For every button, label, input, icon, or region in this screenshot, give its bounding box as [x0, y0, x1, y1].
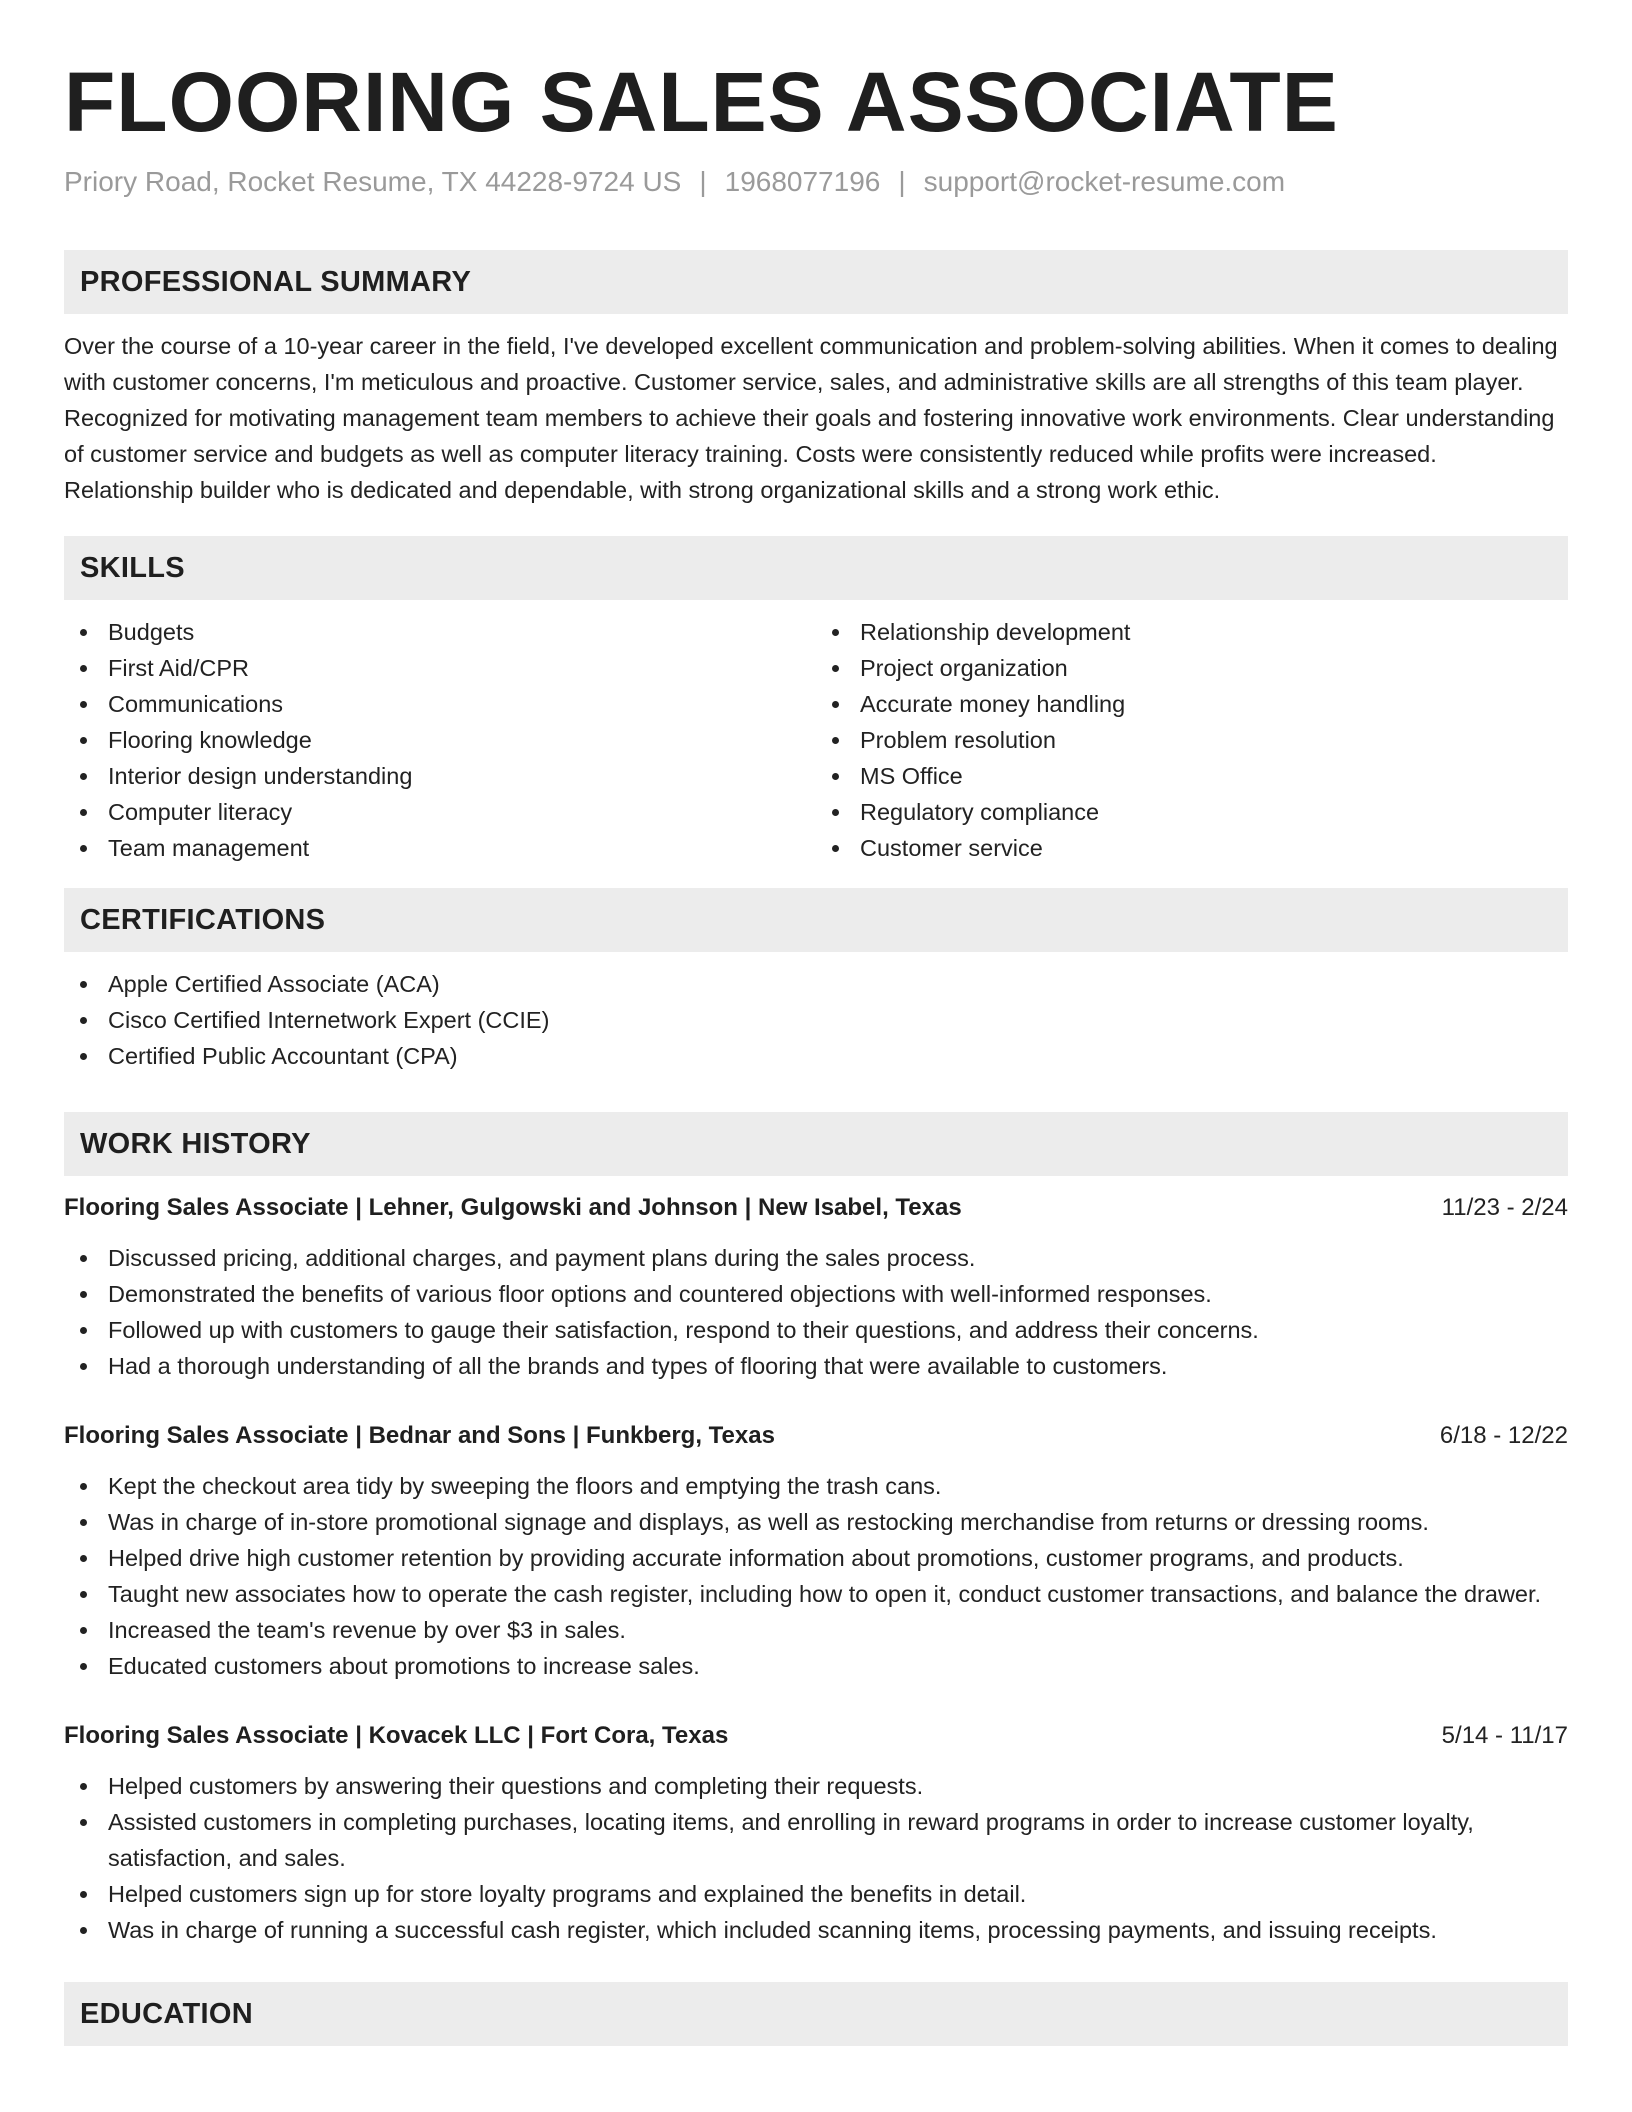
job-bullet: Helped customers sign up for store loyalty programs and explained the benefits in detail. [64, 1876, 1568, 1912]
certification-item: Apple Certified Associate (ACA) [64, 966, 1568, 1002]
skill-item: First Aid/CPR [64, 650, 816, 686]
skill-item: Relationship development [816, 614, 1568, 650]
skill-item: Communications [64, 686, 816, 722]
skill-item: Computer literacy [64, 794, 816, 830]
job-bullet: Had a thorough understanding of all the brands and types of flooring that were available to customers. [64, 1348, 1568, 1384]
job-bullet: Was in charge of in-store promotional signage and displays, as well as restocking merchandise from returns or dressing rooms. [64, 1504, 1568, 1540]
contact-separator: | [898, 166, 906, 198]
job-bullet: Was in charge of running a successful cash register, which included scanning items, processing payments, and issuing receipts. [64, 1912, 1568, 1948]
skill-item: Problem resolution [816, 722, 1568, 758]
skills-column-right [816, 614, 1568, 866]
contact-separator: | [699, 166, 707, 198]
skill-item: Regulatory compliance [816, 794, 1568, 830]
contact-line [64, 166, 1568, 198]
job-bullet: Helped drive high customer retention by providing accurate information about promotions, customer programs, and products. [64, 1540, 1568, 1576]
job-bullet: Taught new associates how to operate the cash register, including how to open it, conduct customer transactions, and balance the drawer. [64, 1576, 1568, 1612]
resume-title: FLOORING SALES ASSOCIATE [64, 55, 1339, 149]
job-bullets [64, 1468, 1568, 1684]
job-bullets [64, 1768, 1568, 1948]
skill-item: Interior design understanding [64, 758, 816, 794]
section-heading-certifications: CERTIFICATIONS [64, 888, 1568, 952]
skill-item: Project organization [816, 650, 1568, 686]
section-heading-summary: PROFESSIONAL SUMMARY [64, 250, 1568, 314]
job-title: Flooring Sales Associate | Kovacek LLC | Fort Cora, Texas [64, 1722, 729, 1750]
job-header [64, 1418, 1568, 1454]
section-heading-work-history: WORK HISTORY [64, 1112, 1568, 1176]
job-bullet: Increased the team's revenue by over $3 in sales. [64, 1612, 1568, 1648]
skill-item: Accurate money handling [816, 686, 1568, 722]
job-entry [64, 1718, 1568, 1948]
job-dates: 5/14 - 11/17 [1441, 1722, 1568, 1750]
job-entry [64, 1418, 1568, 1684]
certifications-list [64, 966, 1568, 1074]
skill-item: Team management [64, 830, 816, 866]
skill-item: Budgets [64, 614, 816, 650]
skill-item: Customer service [816, 830, 1568, 866]
job-bullet: Followed up with customers to gauge their satisfaction, respond to their questions, and address their concerns. [64, 1312, 1568, 1348]
skill-item: MS Office [816, 758, 1568, 794]
job-title: Flooring Sales Associate | Bednar and Sons | Funkberg, Texas [64, 1422, 775, 1450]
certification-item: Cisco Certified Internetwork Expert (CCIE) [64, 1002, 1568, 1038]
skills-column-left [64, 614, 816, 866]
skills-list [64, 614, 1568, 866]
job-bullets [64, 1240, 1568, 1384]
contact-address: Priory Road, Rocket Resume, TX 44228-9724 US [64, 166, 682, 198]
contact-phone: 1968077196 [724, 166, 881, 198]
skill-item: Flooring knowledge [64, 722, 816, 758]
job-dates: 11/23 - 2/24 [1441, 1194, 1568, 1222]
job-bullet: Assisted customers in completing purchases, locating items, and enrolling in reward programs in order to increase customer loyalty, satisfaction, and sales. [64, 1804, 1568, 1876]
job-header [64, 1190, 1568, 1226]
job-dates: 6/18 - 12/22 [1439, 1422, 1568, 1450]
section-heading-skills: SKILLS [64, 536, 1568, 600]
job-bullet: Demonstrated the benefits of various floor options and countered objections with well-informed responses. [64, 1276, 1568, 1312]
job-title: Flooring Sales Associate | Lehner, Gulgowski and Johnson | New Isabel, Texas [64, 1194, 962, 1222]
summary-text: Over the course of a 10-year career in the field, I've developed excellent communication and problem-solving abilities. When it comes to dealing with customer concerns, I'm meticulous and proactive. Customer service, sales, and administrative skills are all strengths of this team player. Recognized for motivating management team members to achieve their goals and fostering innovative work environments. Clear understanding of customer service and budgets as well as computer literacy training. Costs were consistently reduced while profits were increased. Relationship builder who is dedicated and dependable, with strong organizational skills and a strong work ethic. [64, 333, 1558, 504]
section-heading-education: EDUCATION [64, 1982, 1568, 2046]
job-bullet: Educated customers about promotions to increase sales. [64, 1648, 1568, 1684]
certification-item: Certified Public Accountant (CPA) [64, 1038, 1568, 1074]
job-bullet: Kept the checkout area tidy by sweeping the floors and emptying the trash cans. [64, 1468, 1568, 1504]
job-entry [64, 1190, 1568, 1384]
contact-email: support@rocket-resume.com [923, 166, 1286, 198]
job-bullet: Helped customers by answering their questions and completing their requests. [64, 1768, 1568, 1804]
job-bullet: Discussed pricing, additional charges, and payment plans during the sales process. [64, 1240, 1568, 1276]
job-header [64, 1718, 1568, 1754]
